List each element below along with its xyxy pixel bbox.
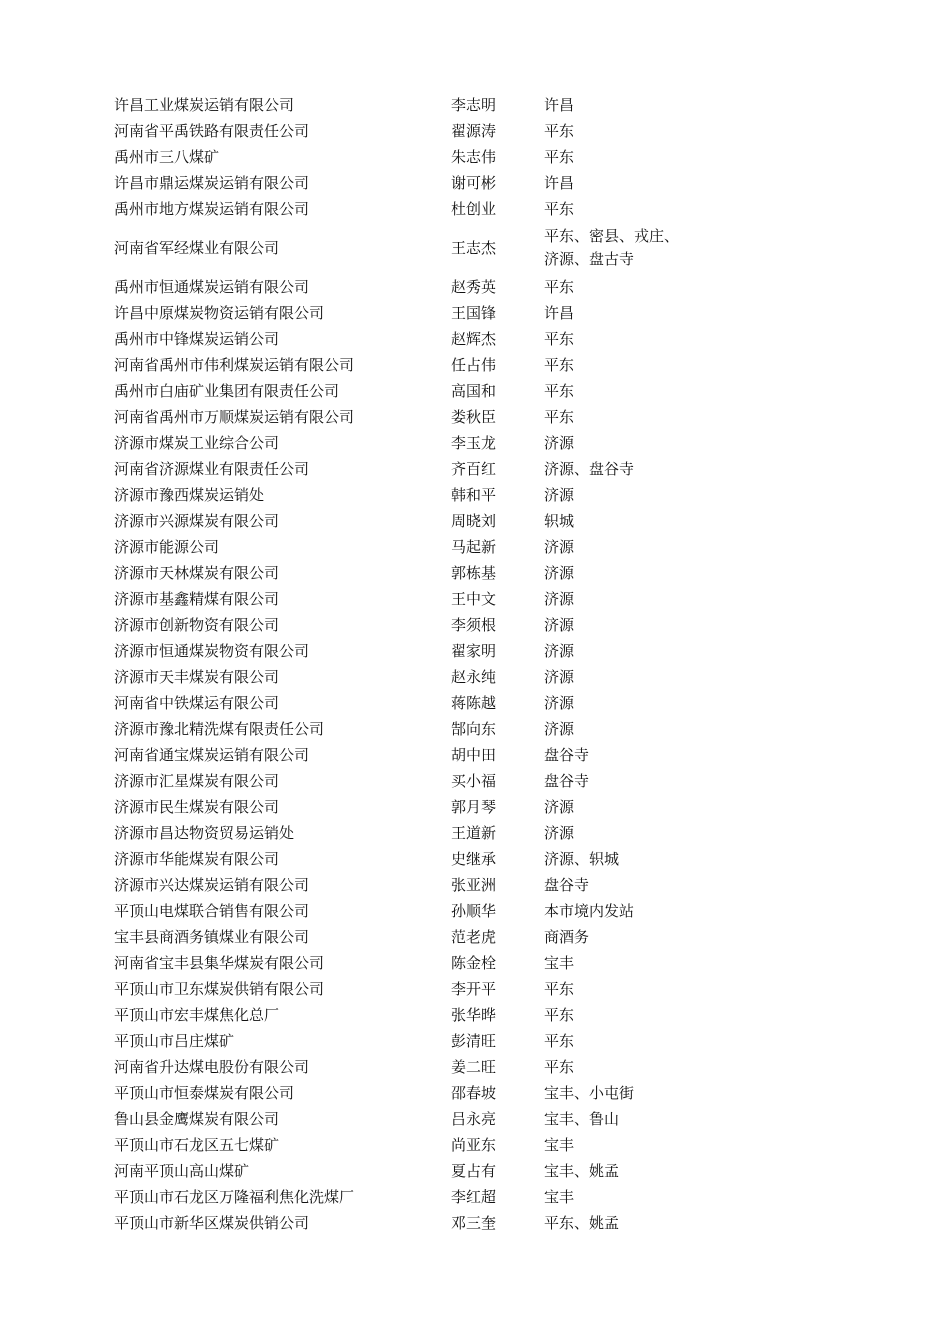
station xyxy=(544,952,744,975)
contact-person: 高国和 xyxy=(451,381,497,400)
contact-person: 蒋陈越 xyxy=(451,693,497,712)
company-name: 鲁山县金鹰煤炭有限公司 xyxy=(114,1109,280,1128)
contact-person: 李志明 xyxy=(451,95,497,114)
company-name: 平顶山市石龙区五七煤矿 xyxy=(114,1135,280,1154)
station xyxy=(544,848,744,871)
station-line: 济源、盘古寺 xyxy=(544,250,635,268)
company-name: 河南省通宝煤炭运销有限公司 xyxy=(114,745,310,764)
station-line: 济源 xyxy=(544,667,575,686)
station-line: 济源 xyxy=(544,823,575,842)
contact-person: 谢可彬 xyxy=(451,173,497,192)
station xyxy=(544,406,744,429)
table-row xyxy=(0,1028,950,1054)
station-line: 平东 xyxy=(544,147,575,166)
station-line: 盘谷寺 xyxy=(544,771,590,790)
company-name: 济源市华能煤炭有限公司 xyxy=(114,849,280,868)
company-name: 河南省升达煤电股份有限公司 xyxy=(114,1057,310,1076)
table-row xyxy=(0,430,950,456)
station-line: 平东 xyxy=(544,277,575,296)
table-row xyxy=(0,560,950,586)
station-line: 平东、密县、戎庄、 xyxy=(544,227,680,245)
table-row xyxy=(0,742,950,768)
table-row xyxy=(0,300,950,326)
station-line: 平东 xyxy=(544,329,575,348)
contact-person: 李开平 xyxy=(451,979,497,998)
table-row xyxy=(0,586,950,612)
company-name: 平顶山市宏丰煤焦化总厂 xyxy=(114,1005,280,1024)
contact-person: 王国锋 xyxy=(451,303,497,322)
contact-person: 王志杰 xyxy=(451,238,497,257)
contact-person: 吕永亮 xyxy=(451,1109,497,1128)
company-name: 禹州市白庙矿业集团有限责任公司 xyxy=(114,381,340,400)
station-line: 济源 xyxy=(544,797,575,816)
station-line: 许昌 xyxy=(544,303,575,322)
table-row xyxy=(0,196,950,222)
table-row xyxy=(0,950,950,976)
station-line: 济源 xyxy=(544,537,575,556)
company-name: 禹州市恒通煤炭运销有限公司 xyxy=(114,277,310,296)
station-line: 平东 xyxy=(544,1057,575,1076)
company-name: 禹州市中锋煤炭运销公司 xyxy=(114,329,280,348)
contact-person: 夏占有 xyxy=(451,1161,497,1180)
station xyxy=(544,926,744,949)
station xyxy=(544,978,744,1001)
station-line: 许昌 xyxy=(544,173,575,192)
station xyxy=(544,328,744,351)
contact-person: 买小福 xyxy=(451,771,497,790)
contact-person: 郭月琴 xyxy=(451,797,497,816)
contact-person: 郭栋基 xyxy=(451,563,497,582)
contact-person: 李玉龙 xyxy=(451,433,497,452)
station xyxy=(544,484,744,507)
table-row xyxy=(0,1210,950,1236)
station xyxy=(544,1030,744,1053)
station xyxy=(544,536,744,559)
contact-person: 王中文 xyxy=(451,589,497,608)
station-line: 宝丰 xyxy=(544,1187,575,1206)
table-row xyxy=(0,664,950,690)
station-line: 盘谷寺 xyxy=(544,875,590,894)
company-name: 河南省军经煤业有限公司 xyxy=(114,238,280,257)
company-name: 济源市恒通煤炭物资有限公司 xyxy=(114,641,310,660)
table-row xyxy=(0,794,950,820)
station-line: 平东 xyxy=(544,1005,575,1024)
station xyxy=(544,1108,744,1131)
station xyxy=(544,120,744,143)
station xyxy=(544,666,744,689)
station xyxy=(544,640,744,663)
table-row xyxy=(0,170,950,196)
company-name: 河南省平禹铁路有限责任公司 xyxy=(114,121,310,140)
station xyxy=(544,1160,744,1183)
station xyxy=(544,1004,744,1027)
station xyxy=(544,1134,744,1157)
table-row xyxy=(0,508,950,534)
company-name: 平顶山电煤联合销售有限公司 xyxy=(114,901,310,920)
company-name: 济源市煤炭工业综合公司 xyxy=(114,433,280,452)
contact-person: 杜创业 xyxy=(451,199,497,218)
contact-person: 邵春坡 xyxy=(451,1083,497,1102)
station-line: 平东 xyxy=(544,381,575,400)
table-row xyxy=(0,872,950,898)
company-name: 平顶山市恒泰煤炭有限公司 xyxy=(114,1083,295,1102)
station-line: 济源、轵城 xyxy=(544,849,620,868)
station-line: 济源 xyxy=(544,485,575,504)
company-name: 济源市天林煤炭有限公司 xyxy=(114,563,280,582)
station-line: 济源 xyxy=(544,615,575,634)
table-row xyxy=(0,274,950,300)
contact-person: 赵秀英 xyxy=(451,277,497,296)
station-line: 盘谷寺 xyxy=(544,745,590,764)
station-line: 平东 xyxy=(544,355,575,374)
station-line: 宝丰 xyxy=(544,1135,575,1154)
contact-person: 任占伟 xyxy=(451,355,497,374)
station-line: 平东 xyxy=(544,979,575,998)
contact-person: 胡中田 xyxy=(451,745,497,764)
station-line: 济源 xyxy=(544,589,575,608)
contact-person: 李红超 xyxy=(451,1187,497,1206)
contact-person: 翟源涛 xyxy=(451,121,497,140)
station xyxy=(544,1186,744,1209)
contact-person: 范老虎 xyxy=(451,927,497,946)
contact-person: 张华晔 xyxy=(451,1005,497,1024)
table-row xyxy=(0,534,950,560)
company-name: 河南省济源煤业有限责任公司 xyxy=(114,459,310,478)
contact-person: 韩和平 xyxy=(451,485,497,504)
table-row xyxy=(0,326,950,352)
table-row xyxy=(0,612,950,638)
contact-person: 张亚洲 xyxy=(451,875,497,894)
company-name: 济源市能源公司 xyxy=(114,537,220,556)
contact-person: 赵永纯 xyxy=(451,667,497,686)
station-line: 平东 xyxy=(544,407,575,426)
company-name: 河南省中铁煤运有限公司 xyxy=(114,693,280,712)
company-name: 济源市汇星煤炭有限公司 xyxy=(114,771,280,790)
company-name: 济源市昌达物资贸易运销处 xyxy=(114,823,295,842)
station-line: 商酒务 xyxy=(544,927,590,946)
station xyxy=(544,380,744,403)
table-row xyxy=(0,690,950,716)
table-row xyxy=(0,456,950,482)
table-row xyxy=(0,1054,950,1080)
table-row xyxy=(0,1080,950,1106)
station-line: 济源 xyxy=(544,563,575,582)
company-name: 平顶山市卫东煤炭供销有限公司 xyxy=(114,979,325,998)
station xyxy=(544,354,744,377)
station-line: 济源、盘谷寺 xyxy=(544,459,635,478)
station xyxy=(544,1212,744,1235)
station xyxy=(544,432,744,455)
company-name: 宝丰县商酒务镇煤业有限公司 xyxy=(114,927,310,946)
table-row xyxy=(0,1158,950,1184)
table-row xyxy=(0,352,950,378)
station-line: 宝丰、鲁山 xyxy=(544,1109,620,1128)
station xyxy=(544,562,744,585)
station xyxy=(544,225,744,271)
contact-person: 史继承 xyxy=(451,849,497,868)
station-line: 许昌 xyxy=(544,95,575,114)
station-line: 平东 xyxy=(544,121,575,140)
station xyxy=(544,276,744,299)
contact-person: 娄秋臣 xyxy=(451,407,497,426)
table-row xyxy=(0,482,950,508)
station xyxy=(544,1082,744,1105)
company-name: 济源市豫北精洗煤有限责任公司 xyxy=(114,719,325,738)
station xyxy=(544,614,744,637)
company-name: 济源市基鑫精煤有限公司 xyxy=(114,589,280,608)
station xyxy=(544,692,744,715)
station xyxy=(544,302,744,325)
table-row xyxy=(0,924,950,950)
station xyxy=(544,146,744,169)
company-name: 济源市兴源煤炭有限公司 xyxy=(114,511,280,530)
company-name: 平顶山市新华区煤炭供销公司 xyxy=(114,1213,310,1232)
table-row xyxy=(0,1184,950,1210)
table-row xyxy=(0,404,950,430)
station xyxy=(544,900,744,923)
company-name: 禹州市地方煤炭运销有限公司 xyxy=(114,199,310,218)
company-name: 济源市天丰煤炭有限公司 xyxy=(114,667,280,686)
company-name: 河南省宝丰县集华煤炭有限公司 xyxy=(114,953,325,972)
station xyxy=(544,172,744,195)
table-row xyxy=(0,976,950,1002)
station-line: 宝丰 xyxy=(544,953,575,972)
company-name: 许昌市鼎运煤炭运销有限公司 xyxy=(114,173,310,192)
contact-person: 王道新 xyxy=(451,823,497,842)
company-name: 许昌中原煤炭物资运销有限公司 xyxy=(114,303,325,322)
station xyxy=(544,744,744,767)
station-line: 宝丰、小屯街 xyxy=(544,1083,635,1102)
company-name: 济源市创新物资有限公司 xyxy=(114,615,280,634)
contact-person: 陈金栓 xyxy=(451,953,497,972)
station xyxy=(544,510,744,533)
station-line: 济源 xyxy=(544,433,575,452)
station-line: 宝丰、姚孟 xyxy=(544,1161,620,1180)
contact-person: 姜二旺 xyxy=(451,1057,497,1076)
company-table xyxy=(0,92,950,1236)
contact-person: 周晓刘 xyxy=(451,511,497,530)
company-name: 许昌工业煤炭运销有限公司 xyxy=(114,95,295,114)
station xyxy=(544,770,744,793)
table-row xyxy=(0,716,950,742)
table-row xyxy=(0,92,950,118)
station-line: 平东 xyxy=(544,1031,575,1050)
table-row xyxy=(0,144,950,170)
station xyxy=(544,94,744,117)
contact-person: 尚亚东 xyxy=(451,1135,497,1154)
station-line: 轵城 xyxy=(544,511,575,530)
station xyxy=(544,198,744,221)
station xyxy=(544,458,744,481)
station-line: 平东 xyxy=(544,199,575,218)
table-row xyxy=(0,768,950,794)
station-line: 济源 xyxy=(544,641,575,660)
table-row xyxy=(0,1002,950,1028)
station-line: 本市境内发站 xyxy=(544,901,635,920)
company-name: 河南平顶山高山煤矿 xyxy=(114,1161,250,1180)
station xyxy=(544,874,744,897)
contact-person: 朱志伟 xyxy=(451,147,497,166)
contact-person: 翟家明 xyxy=(451,641,497,660)
station xyxy=(544,796,744,819)
station-line: 济源 xyxy=(544,693,575,712)
company-name: 河南省禹州市伟利煤炭运销有限公司 xyxy=(114,355,355,374)
contact-person: 郜向东 xyxy=(451,719,497,738)
contact-person: 齐百红 xyxy=(451,459,497,478)
station xyxy=(544,718,744,741)
table-row xyxy=(0,638,950,664)
company-name: 平顶山市石龙区万隆福利焦化洗煤厂 xyxy=(114,1187,355,1206)
contact-person: 李须根 xyxy=(451,615,497,634)
table-row xyxy=(0,898,950,924)
table-row xyxy=(0,378,950,404)
station xyxy=(544,822,744,845)
company-name: 平顶山市吕庄煤矿 xyxy=(114,1031,235,1050)
company-name: 济源市兴达煤炭运销有限公司 xyxy=(114,875,310,894)
company-name: 禹州市三八煤矿 xyxy=(114,147,220,166)
contact-person: 邓三奎 xyxy=(451,1213,497,1232)
contact-person: 赵辉杰 xyxy=(451,329,497,348)
table-row xyxy=(0,118,950,144)
station-line: 平东、姚孟 xyxy=(544,1213,620,1232)
table-row xyxy=(0,222,950,274)
company-name: 河南省禹州市万顺煤炭运销有限公司 xyxy=(114,407,355,426)
company-name: 济源市豫西煤炭运销处 xyxy=(114,485,265,504)
table-row xyxy=(0,820,950,846)
table-row xyxy=(0,846,950,872)
contact-person: 马起新 xyxy=(451,537,497,556)
company-name: 济源市民生煤炭有限公司 xyxy=(114,797,280,816)
contact-person: 彭清旺 xyxy=(451,1031,497,1050)
station xyxy=(544,1056,744,1079)
table-row xyxy=(0,1132,950,1158)
contact-person: 孙顺华 xyxy=(451,901,497,920)
station-line: 济源 xyxy=(544,719,575,738)
station xyxy=(544,588,744,611)
table-row xyxy=(0,1106,950,1132)
